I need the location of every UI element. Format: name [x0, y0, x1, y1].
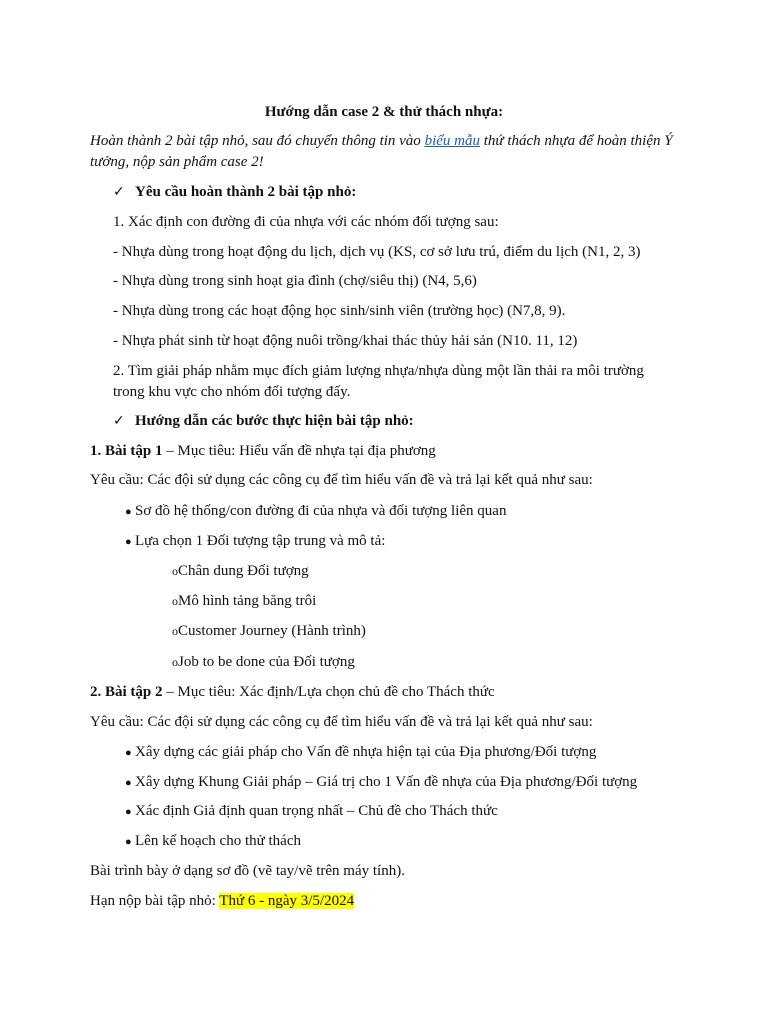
exercise2-bullet: [125, 772, 637, 794]
section1-subitem: - Nhựa phát sinh từ hoạt động nuôi trồng/khai thác thủy hải sản (N10. 11, 12): [113, 333, 578, 349]
section2-heading: [113, 411, 414, 432]
intro-text-before: Hoàn thành 2 bài tập nhỏ, sau đó chuyển thông tin vào: [90, 133, 425, 149]
circle-bullet-icon: o: [172, 594, 178, 608]
section1-heading: [113, 182, 356, 203]
deadline: [90, 891, 354, 912]
exercise2-goal: – Mục tiêu: Xác định/Lựa chọn chủ đề cho Thách thức: [162, 684, 495, 700]
section1-item2: 2. Tìm giải pháp nhằm mục đích giảm lượng nhựa/nhựa dùng một lần thải ra môi trường trong khu vực cho nhóm đối tượng đấy.: [113, 363, 644, 400]
exercise1-subbullet: [172, 652, 355, 673]
bullet-icon: ●: [125, 777, 132, 789]
section1-subitem: - Nhựa dùng trong hoạt động du lịch, dịch vụ (KS, cơ sở lưu trú, điểm du lịch (N1, 2, 3): [113, 244, 641, 260]
circle-bullet-icon: o: [172, 564, 178, 578]
bullet-text: Sơ đồ hệ thống/con đường đi của nhựa và đối tượng liên quan: [135, 503, 507, 519]
exercise1-label: 1. Bài tập 1: [90, 443, 163, 459]
bullet-text: Lên kế hoạch cho thử thách: [135, 833, 301, 849]
bullet-text: Lựa chọn 1 Đối tượng tập trung và mô tả:: [135, 533, 386, 549]
exercise2-bullet: [125, 801, 498, 823]
subbullet-text: Customer Journey (Hành trình): [178, 623, 366, 639]
bullet-text: Xây dựng Khung Giải pháp – Giá trị cho 1 Vấn đề nhựa của Địa phương/Đối tượng: [135, 774, 638, 790]
exercise1-bullet: [125, 531, 385, 553]
bullet-icon: ●: [125, 747, 132, 759]
exercise1-bullet: [125, 501, 506, 523]
exercise1-goal: – Mục tiêu: Hiểu vấn đề nhựa tại địa phương: [162, 443, 436, 459]
document-title: Hướng dẫn case 2 & thử thách nhựa:: [264, 104, 504, 120]
section1-item1: 1. Xác định con đường đi của nhựa với các nhóm đối tượng sau:: [113, 214, 499, 230]
exercise1-subbullet: [172, 591, 316, 612]
section1-subitem: - Nhựa dùng trong sinh hoạt gia đình (chợ/siêu thị) (N4, 5,6): [113, 273, 477, 289]
bullet-icon: ●: [125, 836, 132, 848]
circle-bullet-icon: o: [172, 655, 178, 669]
subbullet-text: Job to be done của Đối tượng: [178, 654, 355, 670]
subbullet-text: Mô hình tảng băng trôi: [178, 593, 317, 609]
exercise1-subbullet: [172, 621, 366, 642]
exercise2-bullet: [125, 831, 301, 853]
section2-heading-text: Hướng dẫn các bước thực hiện bài tập nhỏ:: [135, 413, 414, 429]
exercise1-requirement: Yêu cầu: Các đội sử dụng các công cụ để tìm hiểu vấn đề và trả lại kết quả như sau:: [90, 472, 593, 488]
exercise2-heading: [90, 682, 495, 703]
deadline-label: Hạn nộp bài tập nhỏ:: [90, 893, 220, 909]
deadline-date: Thứ 6 - ngày 3/5/2024: [219, 893, 355, 909]
bullet-icon: ●: [125, 506, 132, 518]
subbullet-text: Chân dung Đối tượng: [178, 563, 309, 579]
exercise1-heading: [90, 441, 436, 462]
format-note: Bài trình bày ở dạng sơ đồ (vẽ tay/vẽ trên máy tính).: [90, 863, 405, 879]
circle-bullet-icon: o: [172, 624, 178, 638]
intro-paragraph: [90, 131, 690, 173]
checkmark-icon: ✓: [113, 184, 125, 200]
bullet-text: Xác định Giả định quan trọng nhất – Chủ đề cho Thách thức: [135, 803, 498, 819]
checkmark-icon: ✓: [113, 413, 125, 429]
exercise2-requirement: Yêu cầu: Các đội sử dụng các công cụ để tìm hiểu vấn đề và trả lại kết quả như sau:: [90, 714, 593, 730]
exercise2-label: 2. Bài tập 2: [90, 684, 163, 700]
section1-heading-text: Yêu cầu hoàn thành 2 bài tập nhỏ:: [135, 184, 357, 200]
exercise1-subbullet: [172, 561, 309, 582]
section1-subitem: - Nhựa dùng trong các hoạt động học sinh/sinh viên (trường học) (N7,8, 9).: [113, 303, 566, 319]
intro-text-after: thứ thách nhựa để hoàn thiện Ý tưởng, nộp sản phẩm case 2!: [90, 133, 673, 170]
bullet-icon: ●: [125, 536, 132, 548]
bullet-icon: ●: [125, 806, 132, 818]
bullet-text: Xây dựng các giải pháp cho Vấn đề nhựa hiện tại của Địa phương/Đối tượng: [135, 744, 597, 760]
exercise2-bullet: [125, 742, 596, 764]
form-link[interactable]: biểu mẫu: [424, 133, 480, 149]
